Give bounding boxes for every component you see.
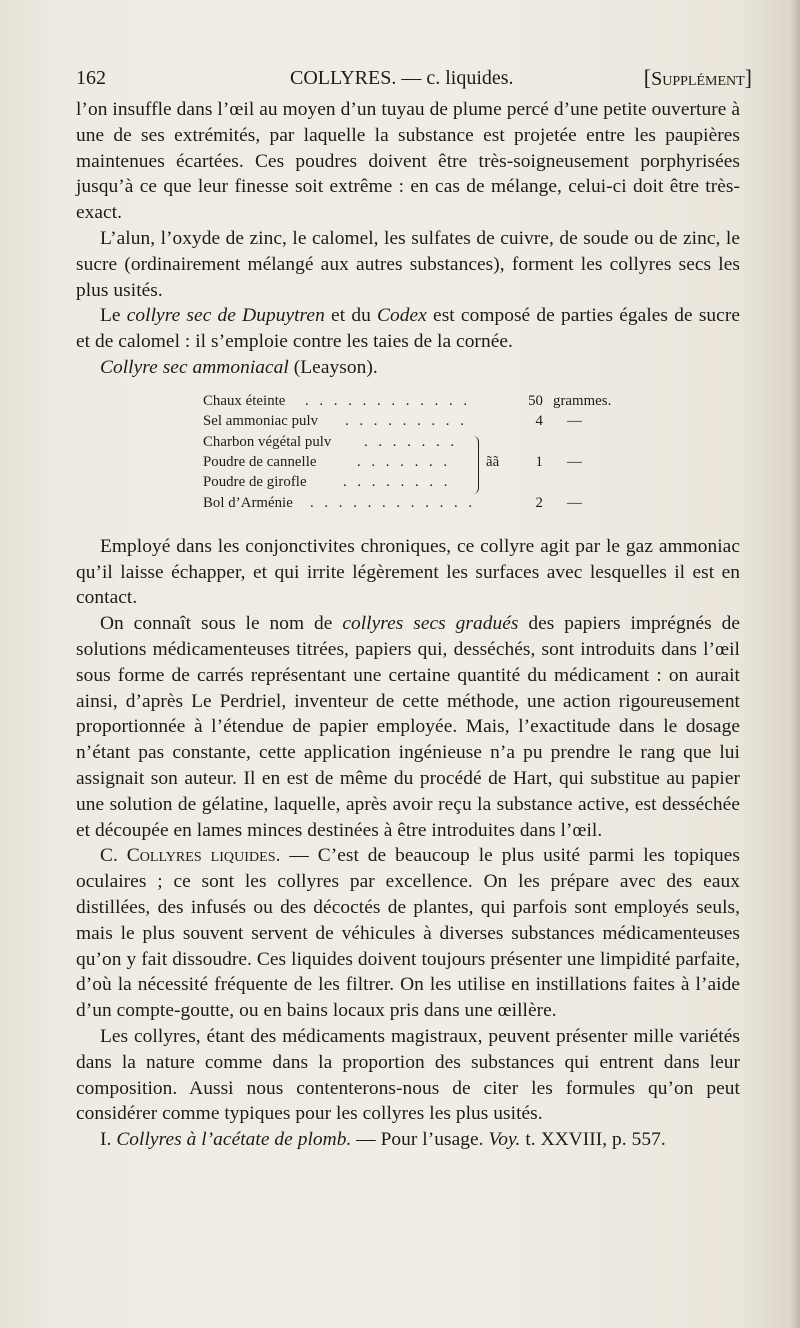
page-edge-shadow	[790, 0, 800, 1328]
body-text	[76, 97, 740, 1153]
section-label: [Supplément]	[643, 65, 752, 90]
paragraph-continued: l’on insuffle dans l’œil au moyen d’un tuyau de plume percé d’une petite ouverture à une de ses extrémités, par laquelle la substance est projetée entre les paupières maintenues écartées. Ces poudres doivent être très-soigneusement porphyrisées jusqu’à ce que leur finesse soit extrême : en cas de mélange, celui-ci doit être très-exact.	[76, 99, 740, 224]
formula-row: Chaux éteinte . . . . . . . . . . . . 50 grammes.	[203, 392, 612, 409]
paragraph-gradues: On connaît sous le nom de collyres secs gradués des papiers imprégnés de solutions médicamenteuses titrées, papiers qui, desséchés, sont introduits dans l’œil sous forme de carrés représentant une certaine quantité du médicament : on aurait ainsi, d’après Le Perdriel, inventeur de cette méthode, une action rigoureusement proportionnée à l’étendue de papier employée. Mais, l’exactitude dans le dosage n’étant pas constante, cette application ingénieuse n’a pu prendre le rang que lui assignait son auteur. Il en est de même du procédé de Hart, qui substitue au papier une solution de gélatine, laquelle, après avoir reçu la substance active, est desséchée et découpée en lames minces destinées à être introduites dans l’œil.	[76, 613, 740, 841]
formula-row: Sel ammoniac pulv . . . . . . . . . 4 —	[203, 412, 582, 429]
italic-codex: Codex	[377, 305, 427, 327]
italic-gradues: collyres secs gradués	[342, 613, 519, 635]
formula-brace	[470, 436, 479, 494]
italic-dupuytren: collyre sec de Dupuytren	[126, 305, 325, 327]
formula-row: Poudre de cannelle . . . . . . . 1 —	[203, 453, 582, 470]
paragraph-varietes: Les collyres, étant des médicaments magistraux, peuvent présenter mille variétés dans la nature comme dans la proportion des substances qui entrent dans leur composition. Aussi nous contenterons-nous de citer les formules qu’on peut considérer comme typiques pour les collyres les plus usités.	[76, 1025, 740, 1125]
formula-row: Bol d’Arménie . . . . . . . . . . . . 2 —	[203, 494, 582, 511]
paragraph-acetate: I. Collyres à l’acétate de plomb. — Pour l’usage. Voy. t. XXVIII, p. 557.	[100, 1129, 666, 1151]
formula-table	[76, 391, 740, 521]
italic-ammoniacal: Collyre sec ammoniacal	[100, 356, 289, 378]
running-title: COLLYRES. — c. liquides.	[290, 67, 514, 89]
paragraph-liquides: C. Collyres liquides. — C’est de beaucoup le plus usité parmi les topiques oculaires ; ce sont les collyres par excellence. On les prépare avec des eaux distillées, des infusés ou des décoctés de plantes, qui parfois sont employés seuls, mais le plus souvent servent de véhicules à diverses substances médicamenteuses qu’on y fait dissoudre. Ces liquides doivent toujours présenter une limpidité parfaite, d’où la nécessité fréquente de les filtrer. On les utilise en instillations faites à l’aide d’un compte-goutte, ou en bains locaux pris dans une œillère.	[76, 845, 740, 1022]
formula-row: Poudre de girofle . . . . . . . .	[203, 473, 451, 490]
page-number: 162	[76, 67, 106, 89]
paragraph-dupuytren: Le collyre sec de Dupuytren et du Codex est composé de parties égales de sucre et de calomel : il s’emploie contre les taies de la cornée.	[76, 305, 740, 353]
italic-voy: Voy.	[488, 1129, 521, 1151]
italic-acetate: Collyres à l’acétate de plomb.	[116, 1129, 352, 1151]
paragraph-ammoniacal-title: Collyre sec ammoniacal (Leayson).	[100, 356, 378, 378]
section-heading-liquides: C. Collyres liquides.	[100, 845, 281, 867]
paragraph-employe: Employé dans les conjonctivites chroniques, ce collyre agit par le gaz ammoniac qu’il laisse échapper, et qui irrite légèrement les surfaces avec lesquelles il est en contact.	[76, 535, 740, 609]
paragraph-alun: L’alun, l’oxyde de zinc, le calomel, les sulfates de cuivre, de soude ou de zinc, le sucre (ordinairement mélangé aux autres substances), forment les collyres secs les plus usités.	[76, 227, 740, 301]
running-header	[76, 62, 752, 94]
formula-aa-mark: ãã	[486, 453, 500, 470]
formula-row: Charbon végétal pulv . . . . . . .	[203, 433, 458, 450]
